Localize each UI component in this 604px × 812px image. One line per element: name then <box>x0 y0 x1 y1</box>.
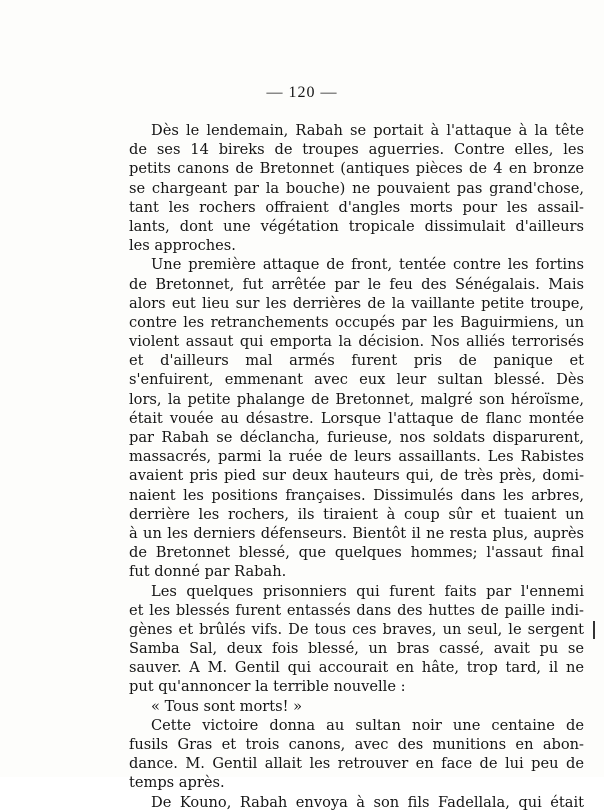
text-line: par Rabah se déclancha, furieuse, nos soldats disparurent, <box>129 429 584 446</box>
text-line: dance. M. Gentil allait les retrouver en face de lui peu de <box>129 755 584 773</box>
text-line: De Kouno, Rabah envoya à son fils Fadellala, qui était <box>151 793 584 811</box>
page-number: — 120 — <box>266 84 338 101</box>
text-line: était vouée au désastre. Lorsque l'attaque de flanc montée <box>129 409 584 427</box>
text-line: avaient pris pied sur deux hauteurs qui, de très près, domi- <box>129 467 584 485</box>
text-line: Samba Sal, deux fois blessé, un bras cassé, avait pu se <box>129 640 584 658</box>
text-line: petits canons de Bretonnet (antiques pièces de 4 en bronze <box>129 160 584 178</box>
text-line: et d'ailleurs mal armés furent pris de panique et <box>129 352 584 370</box>
text-line: à un les derniers défenseurs. Bientôt il ne resta plus, auprès <box>129 524 584 542</box>
text-line: et les blessés furent entassés dans des huttes de paille indi- <box>129 601 584 619</box>
text-line: fut donné par Rabah. <box>129 563 287 581</box>
text-line: Les quelques prisonniers qui furent faits par l'ennemi <box>151 582 584 600</box>
text-line: contre les retranchements occupés par les Baguirmiens, un <box>129 313 584 331</box>
text-line: temps après. <box>129 774 225 792</box>
text-line: lors, la petite phalange de Bretonnet, malgré son héroïsme, <box>129 390 584 408</box>
text-line: se chargeant par la bouche) ne pouvaient pas grand'chose, <box>129 179 584 197</box>
text-line: s'enfuirent, emmenant avec eux leur sultan blessé. Dès <box>129 371 584 389</box>
text-line: de ses 14 bireks de troupes aguerries. Contre elles, les <box>129 141 584 159</box>
body-text <box>129 121 584 812</box>
text-line: lants, dont une végétation tropicale dissimulait d'ailleurs <box>129 217 584 235</box>
margin-mark <box>593 621 595 639</box>
text-line: Cette victoire donna au sultan noir une centaine de <box>151 716 584 734</box>
text-line: les approches. <box>129 237 236 255</box>
text-line: alors eut lieu sur les derrières de la vaillante petite troupe, <box>129 294 584 312</box>
text-line: tant les rochers offraient d'angles morts pour les assail- <box>129 198 584 216</box>
text-line: « Tous sont morts! » <box>151 697 303 715</box>
text-line: violent assaut qui emporta la décision. Nos alliés terrorisés <box>129 333 584 351</box>
text-line: Une première attaque de front, tentée contre les fortins <box>151 256 584 274</box>
text-line: put qu'annoncer la terrible nouvelle : <box>129 678 406 696</box>
text-line: gènes et brûlés vifs. De tous ces braves, un seul, le sergent <box>129 620 584 638</box>
text-line: fusils Gras et trois canons, avec des munitions en abon- <box>129 736 584 753</box>
text-line: Dès le lendemain, Rabah se portait à l'attaque à la tête <box>151 122 584 139</box>
text-line: derrière les rochers, ils tiraient à coup sûr et tuaient un <box>129 505 584 523</box>
text-line: de Bretonnet, fut arrêtée par le feu des Sénégalais. Mais <box>129 275 584 293</box>
text-line: sauver. A M. Gentil qui accourait en hâte, trop tard, il ne <box>129 659 584 677</box>
text-line: massacrés, parmi la ruée de leurs assaillants. Les Rabistes <box>129 448 584 466</box>
text-line: naient les positions françaises. Dissimulés dans les arbres, <box>129 486 584 504</box>
text-line: de Bretonnet blessé, que quelques hommes; l'assaut final <box>129 544 584 562</box>
